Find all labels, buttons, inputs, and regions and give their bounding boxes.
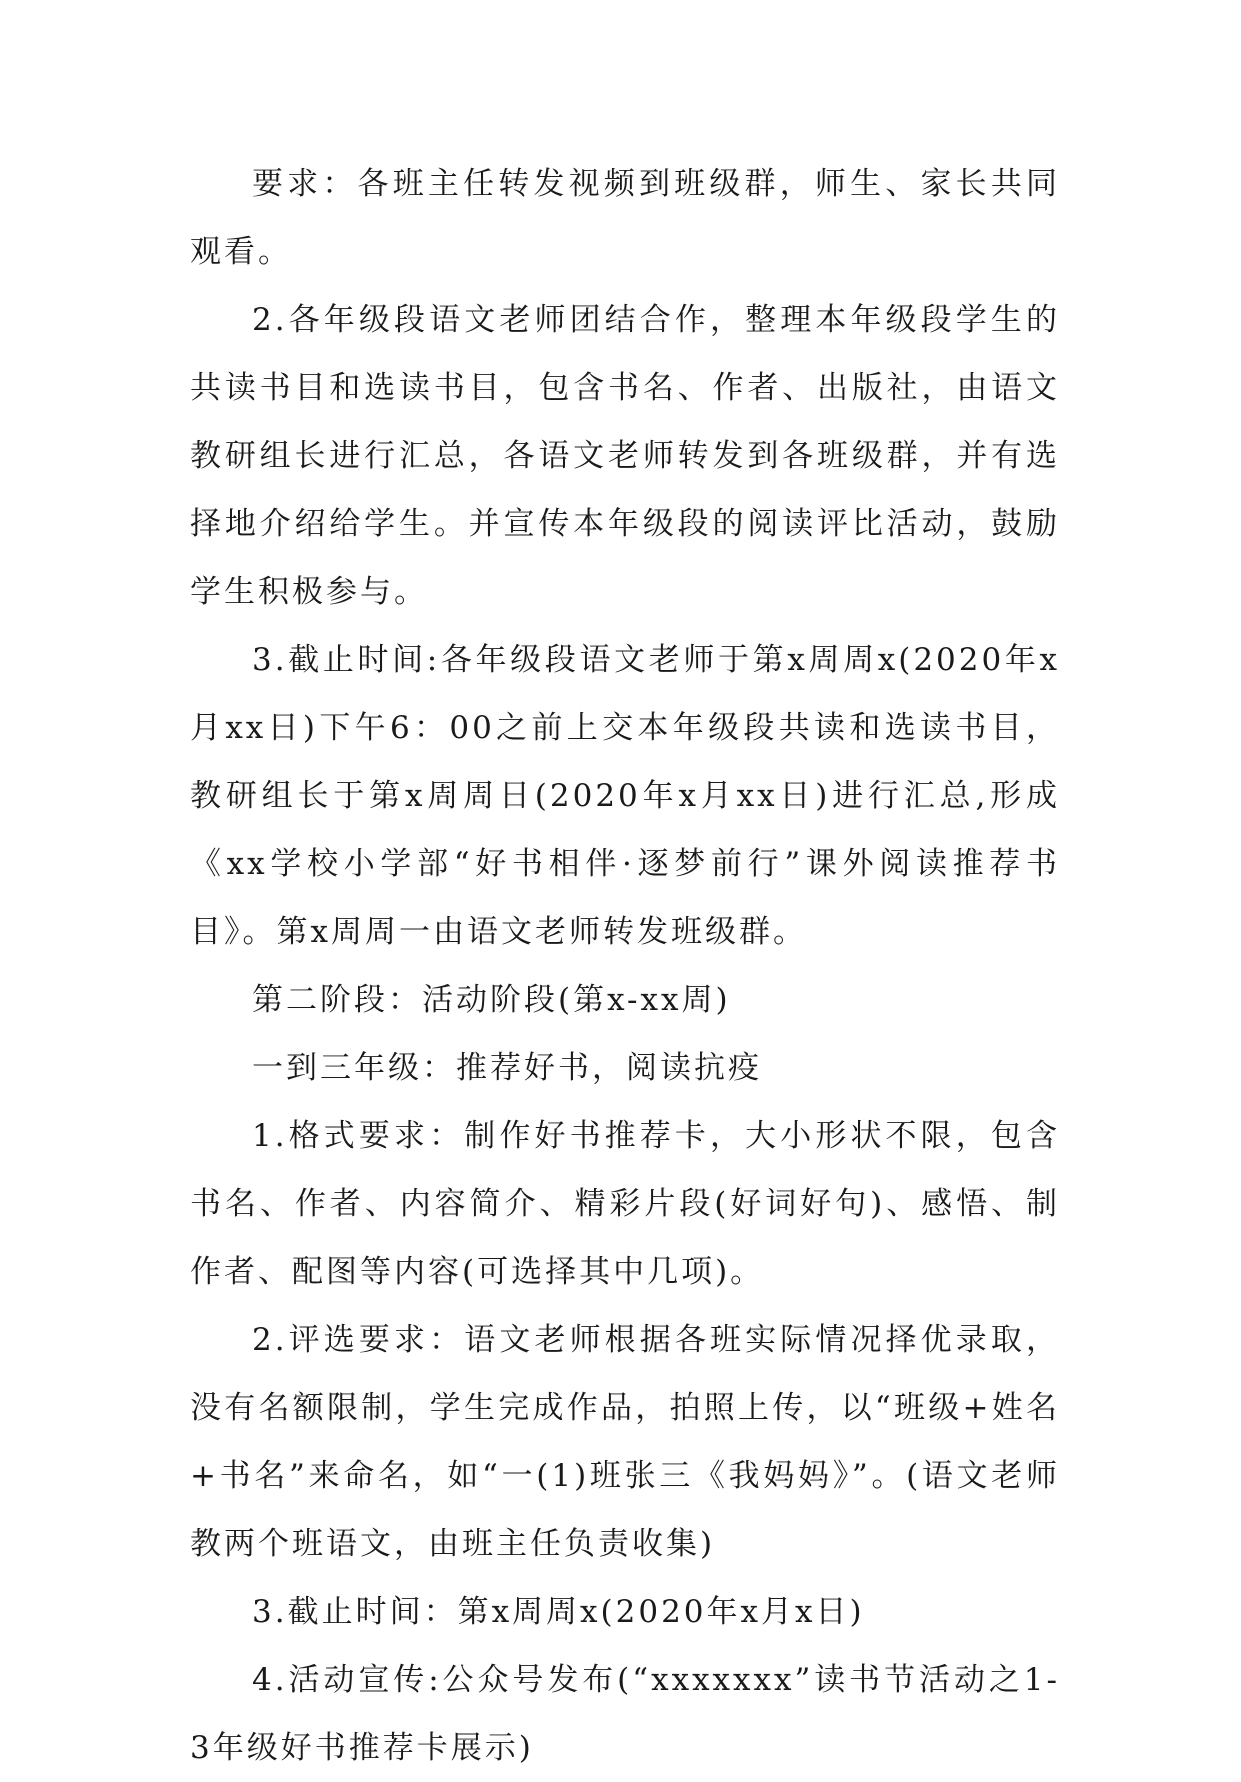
deadline-paragraph: 3.截止时间：第x周周x(2020年x月x日)	[252, 1594, 865, 1630]
step-3-deadline-paragraph: 3.截止时间:各年级段语文老师于第x周周x(2020年x月xx日)下午6：00之前上交本年级段共读和选读书目，教研组长于第x周周日(2020年x月xx日)进行汇总,形成《xx学校小学部“好书相伴·逐梦前行”课外阅读推荐书目》。第x周周一由语文老师转发班级群。	[190, 642, 1060, 950]
document-page	[190, 150, 1060, 1782]
publicity-paragraph: 4.活动宣传:公众号发布(“xxxxxxx”读书节活动之1-3年级好书推荐卡展示)	[190, 1662, 1060, 1766]
format-requirement-paragraph: 1.格式要求：制作好书推荐卡，大小形状不限，包含书名、作者、内容简介、精彩片段(好词好句)、感悟、制作者、配图等内容(可选择其中几项)。	[190, 1118, 1060, 1290]
requirement-paragraph: 要求：各班主任转发视频到班级群，师生、家长共同观看。	[190, 166, 1060, 270]
grades-1-3-heading: 一到三年级：推荐好书，阅读抗疫	[252, 1050, 762, 1086]
selection-requirement-paragraph: 2.评选要求：语文老师根据各班实际情况择优录取，没有名额限制，学生完成作品，拍照上传，以“班级+姓名+书名”来命名，如“一(1)班张三《我妈妈》”。(语文老师教两个班语文，由班主任负责收集)	[190, 1322, 1060, 1562]
stage-two-heading: 第二阶段：活动阶段(第x-xx周)	[252, 982, 731, 1018]
step-2-book-list-paragraph: 2.各年级段语文老师团结合作，整理本年级段学生的共读书目和选读书目，包含书名、作者、出版社，由语文教研组长进行汇总，各语文老师转发到各班级群，并有选择地介绍给学生。并宣传本年级段的阅读评比活动，鼓励学生积极参与。	[190, 302, 1060, 610]
